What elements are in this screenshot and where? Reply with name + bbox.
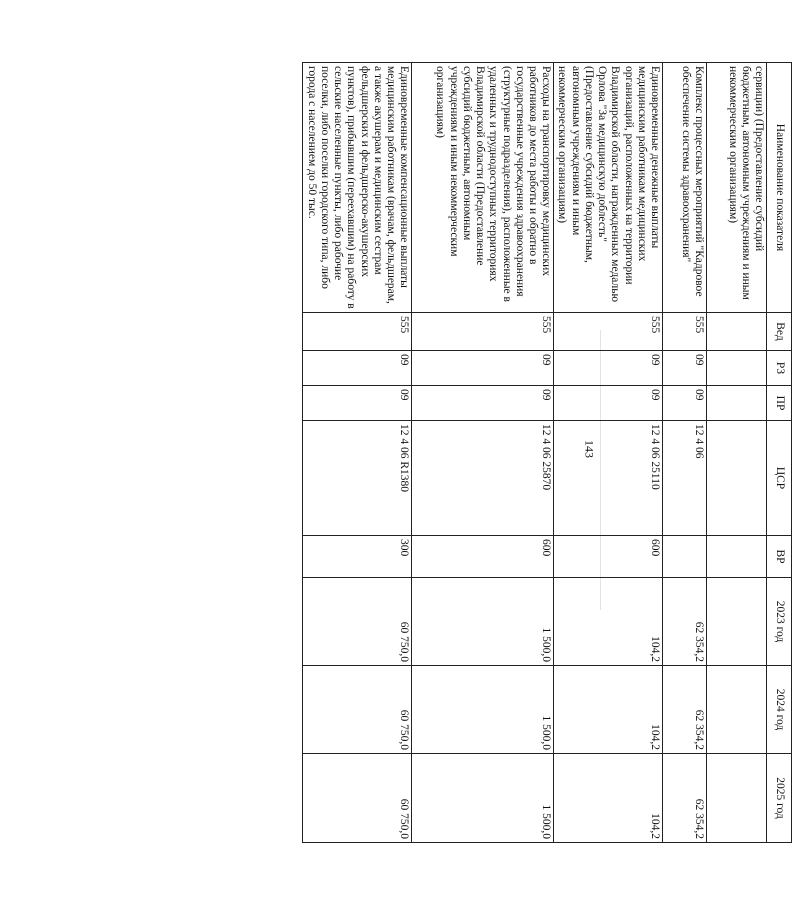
cell-csr: 12 4 06 25110 (554, 421, 663, 536)
table-row (412, 63, 554, 843)
header-name: Наименование показателя (767, 63, 792, 313)
header-pr: ПР (767, 386, 792, 421)
cell-csr (707, 421, 767, 536)
cell-vr: 300 (303, 536, 412, 578)
table-header-row (767, 63, 792, 843)
cell-vr (663, 536, 707, 578)
cell-ved: 555 (303, 313, 412, 351)
cell-2025 (707, 754, 767, 843)
cell-2025: 104,2 (554, 754, 663, 843)
cell-2023: 62 354,2 (663, 578, 707, 666)
table-row (707, 63, 767, 843)
cell-name: Единовременные компенсационные выплаты медицинским работникам (врачам, фельдшерам, а также акушерам и медицинским сестрам фельдшерских и фельдшерско-акушерских пунктов), прибывшим (переехавшим) на работу в сельские населенные пункты, либо рабочие поселки, либо поселки городского типа, либо города с населением до 50 тыс. (303, 63, 412, 313)
cell-rz: 09 (303, 351, 412, 386)
cell-2024: 1 500,0 (412, 666, 554, 754)
cell-2023: 60 750,0 (303, 578, 412, 666)
cell-name: Единовременные денежные выплаты медицинским работникам медицинских организаций, расположенных на территории Владимирской области, награжденных медалью Орлова "За медицинскую доблесть" (Предоставление субсидий бюджетным, автономным учреждениям и иным некоммерческим организациям) (554, 63, 663, 313)
cell-ved: 555 (412, 313, 554, 351)
cell-csr: 12 4 06 R1380 (303, 421, 412, 536)
cell-rz: 09 (554, 351, 663, 386)
header-2025: 2025 год (767, 754, 792, 843)
header-2023: 2023 год (767, 578, 792, 666)
cell-vr: 600 (412, 536, 554, 578)
header-csr: ЦСР (767, 421, 792, 536)
cell-ved: 555 (554, 313, 663, 351)
cell-2024: 62 354,2 (663, 666, 707, 754)
cell-2023: 104,2 (554, 578, 663, 666)
header-vr: ВР (767, 536, 792, 578)
cell-name: Расходы на транспортировку медицинских работников до места работы и обратно в государственные учреждения здравоохранения (структурные подразделения), расположенные в удаленных и труднодоступных территориях Владимирской области (Предоставление субсидий бюджетным, автономным учреждениям и иным некоммерческим организациям) (412, 63, 554, 313)
cell-2024: 104,2 (554, 666, 663, 754)
header-2024: 2024 год (767, 666, 792, 754)
cell-2025: 60 750,0 (303, 754, 412, 843)
cell-pr: 09 (554, 386, 663, 421)
cell-2025: 62 354,2 (663, 754, 707, 843)
cell-pr: 09 (663, 386, 707, 421)
table-row (663, 63, 707, 843)
cell-csr: 12 4 06 (663, 421, 707, 536)
header-rz: РЗ (767, 351, 792, 386)
table-row (303, 63, 412, 843)
page-number: 143 (582, 440, 597, 458)
rotated-sheet (305, 62, 792, 842)
cell-rz: 09 (412, 351, 554, 386)
cell-rz: 09 (663, 351, 707, 386)
cell-name: сервиции) (Предоставление субсидий бюджетным, автономным учреждениям и иным некоммерческим организациям) (707, 63, 767, 313)
cell-pr: 09 (412, 386, 554, 421)
cell-ved (707, 313, 767, 351)
cell-vr (707, 536, 767, 578)
cell-csr: 12 4 06 25870 (412, 421, 554, 536)
cell-2024 (707, 666, 767, 754)
cell-name: Комплекс процессных мероприятий "Кадровое обеспечение системы здравоохранения" (663, 63, 707, 313)
cell-2024: 60 750,0 (303, 666, 412, 754)
cell-rz (707, 351, 767, 386)
cell-pr: 09 (303, 386, 412, 421)
table-row (554, 63, 663, 843)
header-ved: Вед (767, 313, 792, 351)
cell-vr: 600 (554, 536, 663, 578)
cell-2023 (707, 578, 767, 666)
cell-ved: 555 (663, 313, 707, 351)
cell-2023: 1 500,0 (412, 578, 554, 666)
cell-2025: 1 500,0 (412, 754, 554, 843)
cell-pr (707, 386, 767, 421)
budget-table (303, 62, 792, 843)
